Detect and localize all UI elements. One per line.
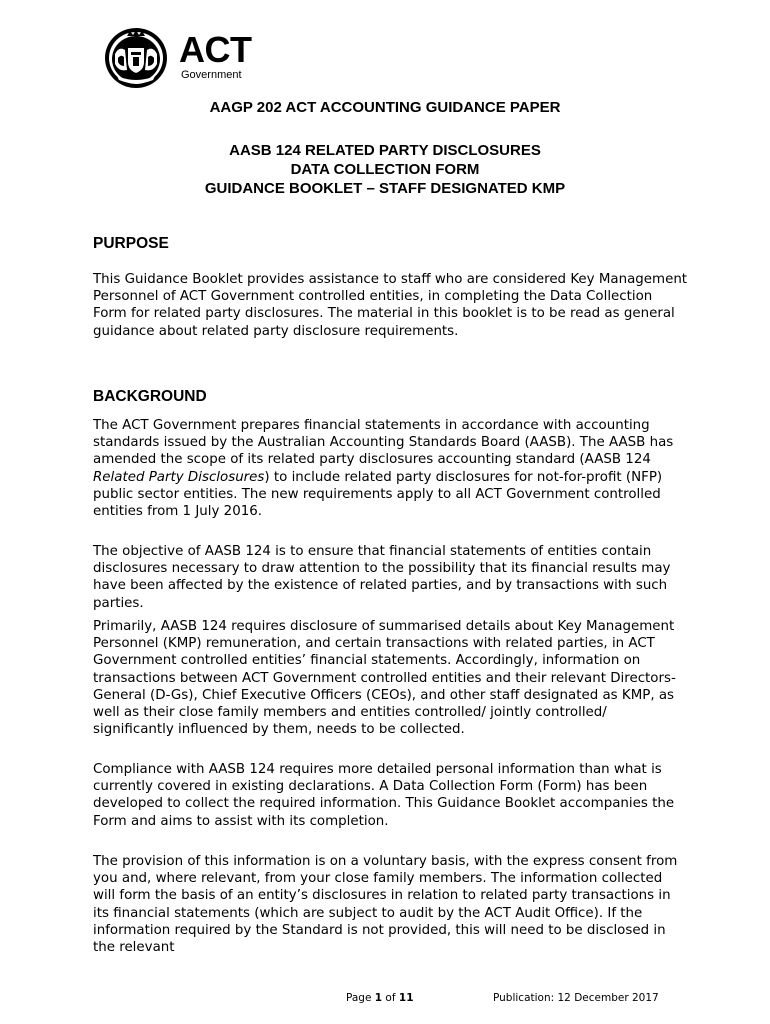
page-label: Page [346, 992, 372, 1004]
purpose-heading: PURPOSE [93, 235, 169, 252]
standard-title: AASB 124 RELATED PARTY DISCLOSURES [229, 142, 541, 159]
background-paragraph-2: The objective of AASB 124 is to ensure that financial statements of entities contain disclosures necessary to draw attention to the possibility that its financial results may have been affected by the existence of related parties, and by transactions with such parties. [93, 544, 671, 611]
page-of: of [385, 992, 396, 1004]
logo-wordmark: ACT [179, 29, 252, 70]
page-total: 11 [398, 992, 414, 1004]
standard-name-italic: Related Party Disclosures [93, 469, 265, 485]
background-paragraph-5: The provision of this information is on a voluntary basis, with the express consent from you and, where relevant, from your close family members. The information collected will form the basis of an entity’s disclosures in relation to related party transactions in its financial statements (which are subject to audit by the ACT Audit Office). If the information required by the Standard is not provided, this will need to be disclosed in the relevant [93, 854, 678, 956]
paper-title: AAGP 202 ACT ACCOUNTING GUIDANCE PAPER [209, 99, 561, 116]
background-paragraph-1-end: ) to include related party disclosures for not-for-profit (NFP) public sector entities. The new requirements apply to all ACT Government controlled entities from 1 July 2016. [93, 469, 663, 520]
page-number [346, 992, 414, 1005]
act-government-logo [103, 26, 253, 90]
background-paragraph-4: Compliance with AASB 124 requires more detailed personal information than what is currently covered in existing declarations. A Data Collection Form (Form) has been developed to collect the required information. This Guidance Booklet accompanies the Form and aims to assist with its completion. [93, 762, 675, 829]
coat-of-arms-icon [103, 26, 169, 90]
publication-date: Publication: 12 December 2017 [493, 992, 659, 1004]
background-paragraph-1-start: The ACT Government prepares financial statements in accordance with accounting standards issued by the Australian Accounting Standards Board (AASB). The AASB has amended the scope of its related party disclosures accounting standard (AASB 124 [93, 418, 674, 468]
form-title: DATA COLLECTION FORM [290, 161, 480, 178]
purpose-paragraph: This Guidance Booklet provides assistance to staff who are considered Key Management Personnel of ACT Government controlled entities, in completing the Data Collection Form for related party disclosures. The material in this booklet is to be read as general guidance about related party disclosure requirements. [93, 272, 688, 339]
background-paragraph-3: Primarily, AASB 124 requires disclosure of summarised details about Key Management Personnel (KMP) remuneration, and certain transactions with related parties, in ACT Government controlled entities’ financial statements. Accordingly, information on transactions between ACT Government controlled entities and their relevant Directors-General (D-Gs), Chief Executive Officers (CEOs), and other staff designated as KMP, as well as their close family members and entities controlled/ jointly controlled/ significantly influenced by them, needs to be collected. [93, 619, 676, 738]
logo-subtext: Government [181, 69, 242, 81]
booklet-title: GUIDANCE BOOKLET – STAFF DESIGNATED KMP [204, 180, 566, 197]
background-paragraph-1 [93, 417, 688, 520]
page-current: 1 [374, 992, 383, 1004]
background-heading: BACKGROUND [93, 388, 207, 405]
